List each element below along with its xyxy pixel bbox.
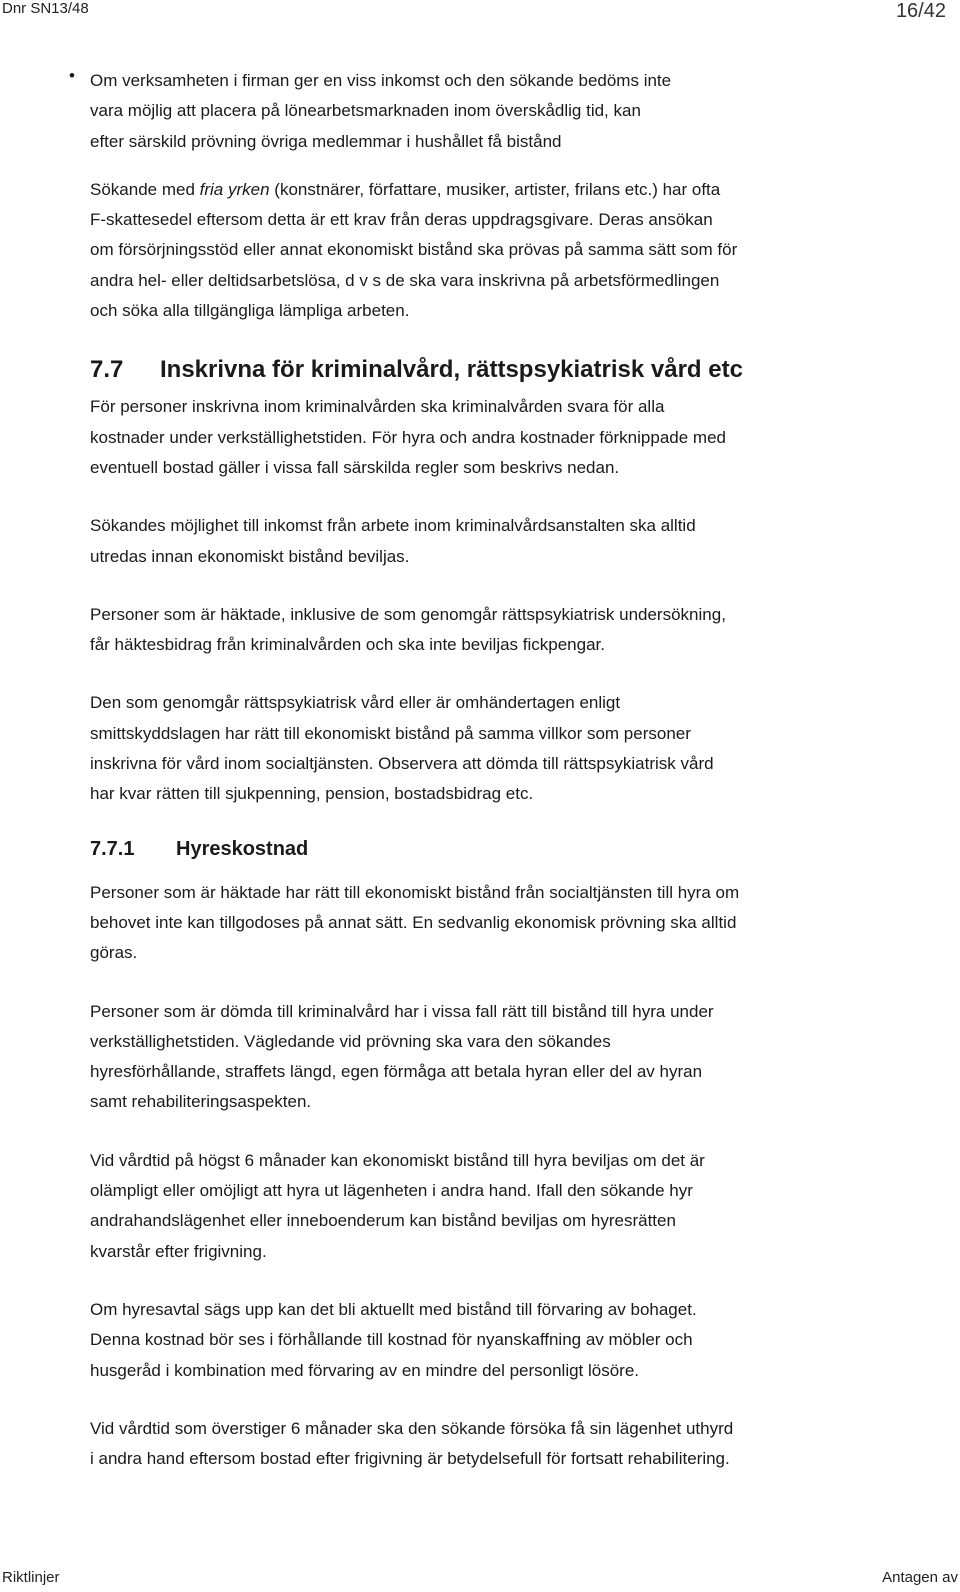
- section-paragraph: Personer som är häktade, inklusive de som genomgår rättspsykiatrisk undersökning, får häktesbidrag från kriminalvården och ska inte beviljas fickpengar.: [90, 604, 726, 655]
- subsection-paragraph: Vid vårdtid på högst 6 månader kan ekonomiskt bistånd till hyra beviljas om det är olämpligt eller omöjligt att hyra ut lägenheten i andra hand. Ifall den sökande hyr andrahandslägenhet eller inneboenderum kan bistånd beviljas om hyresrätten kvarstår efter frigivning.: [90, 1150, 705, 1261]
- section-paragraph: Sökandes möjlighet till inkomst från arbete inom kriminalvårdsanstalten ska alltid utredas innan ekonomiskt bistånd beviljas.: [90, 516, 696, 566]
- bullet-text: Om verksamheten i firman ger en viss inkomst och den sökande bedöms inte vara möjlig att placera på lönearbetsmarknaden inom överskådlig tid, kan efter särskild prövning övriga medlemmar i hushållet få bistånd: [90, 71, 672, 151]
- subsection-paragraph: Personer som är häktade har rätt till ekonomiskt bistånd från socialtjänsten till hyra om behovet inte kan tillgodoses på annat sätt. En sedvanlig ekonomisk prövning ska alltid göras.: [90, 882, 740, 963]
- free-occupations-post: (konstnärer, författare, musiker, artister, frilans etc.) har ofta F-skattesedel eftersom detta är ett krav från deras uppdragsgivare. Deras ansökan om försörjningsstöd eller annat ekonomiskt bistånd ska prövas på samma sätt som för andra hel- eller deltidsarbetslösa, d v s de ska vara inskrivna på arbetsförmedlingen och söka alla tillgängliga lämpliga arbeten.: [90, 179, 738, 321]
- bullet-dot-icon: •: [69, 66, 75, 85]
- section-paragraph: För personer inskrivna inom kriminalvården ska kriminalvården svara för alla kostnader under verkställighetstiden. För hyra och andra kostnader förknippade med eventuell bostad gäller i vissa fall särskilda regler som beskrivs nedan.: [90, 397, 726, 477]
- subsection-paragraph: Vid vårdtid som överstiger 6 månader ska den sökande försöka få sin lägenhet uthyrd i andra hand eftersom bostad efter frigivning är betydelsefull för fortsatt rehabilitering.: [90, 1418, 734, 1469]
- footer-left: Riktlinjer: [2, 1569, 60, 1586]
- subsection-title: Hyreskostnad: [176, 837, 309, 860]
- bullet-item: [36, 66, 950, 157]
- footer-right: Antagen av: [882, 1569, 958, 1586]
- subsection-number: 7.7.1: [90, 837, 135, 860]
- section-paragraph: Den som genomgår rättspsykiatrisk vård eller är omhändertagen enligt smittskyddslagen har rätt till ekonomiskt bistånd på samma villkor som personer inskrivna för vård inom socialtjänsten. Observera att dömda till rättspsykiatrisk vård har kvar rätten till sjukpenning, pension, bostadsbidrag etc.: [90, 693, 714, 804]
- subsection-heading: [90, 838, 950, 866]
- document-body: [69, 66, 950, 1502]
- document-reference: Dnr SN13/48: [2, 0, 89, 17]
- subsection-paragraph: Om hyresavtal sägs upp kan det bli aktuellt med bistånd till förvaring av bohaget. Denna kostnad bör ses i förhållande till kostnad för nyanskaffning av möbler och husgeråd i kombination med förvaring av en mindre del personligt lösöre.: [90, 1299, 697, 1380]
- page-number: 16/42: [895, 0, 946, 22]
- subsection-paragraph: Personer som är dömda till kriminalvård har i vissa fall rätt till bistånd till hyra under verkställighetstiden. Vägledande vid prövning ska vara den sökandes hyresförhållande, straffets längd, egen förmåga att betala hyran eller del av hyran samt rehabiliteringsaspekten.: [90, 1001, 714, 1112]
- section-number: 7.7: [90, 356, 124, 384]
- free-occupations-italic: fria yrken: [199, 179, 270, 199]
- paragraph-free-occupations: [90, 175, 950, 326]
- section-title: Inskrivna för kriminalvård, rättspsykiatrisk vård etc: [160, 356, 743, 384]
- section-heading: [90, 356, 950, 386]
- free-occupations-pre: Sökande med: [90, 179, 200, 199]
